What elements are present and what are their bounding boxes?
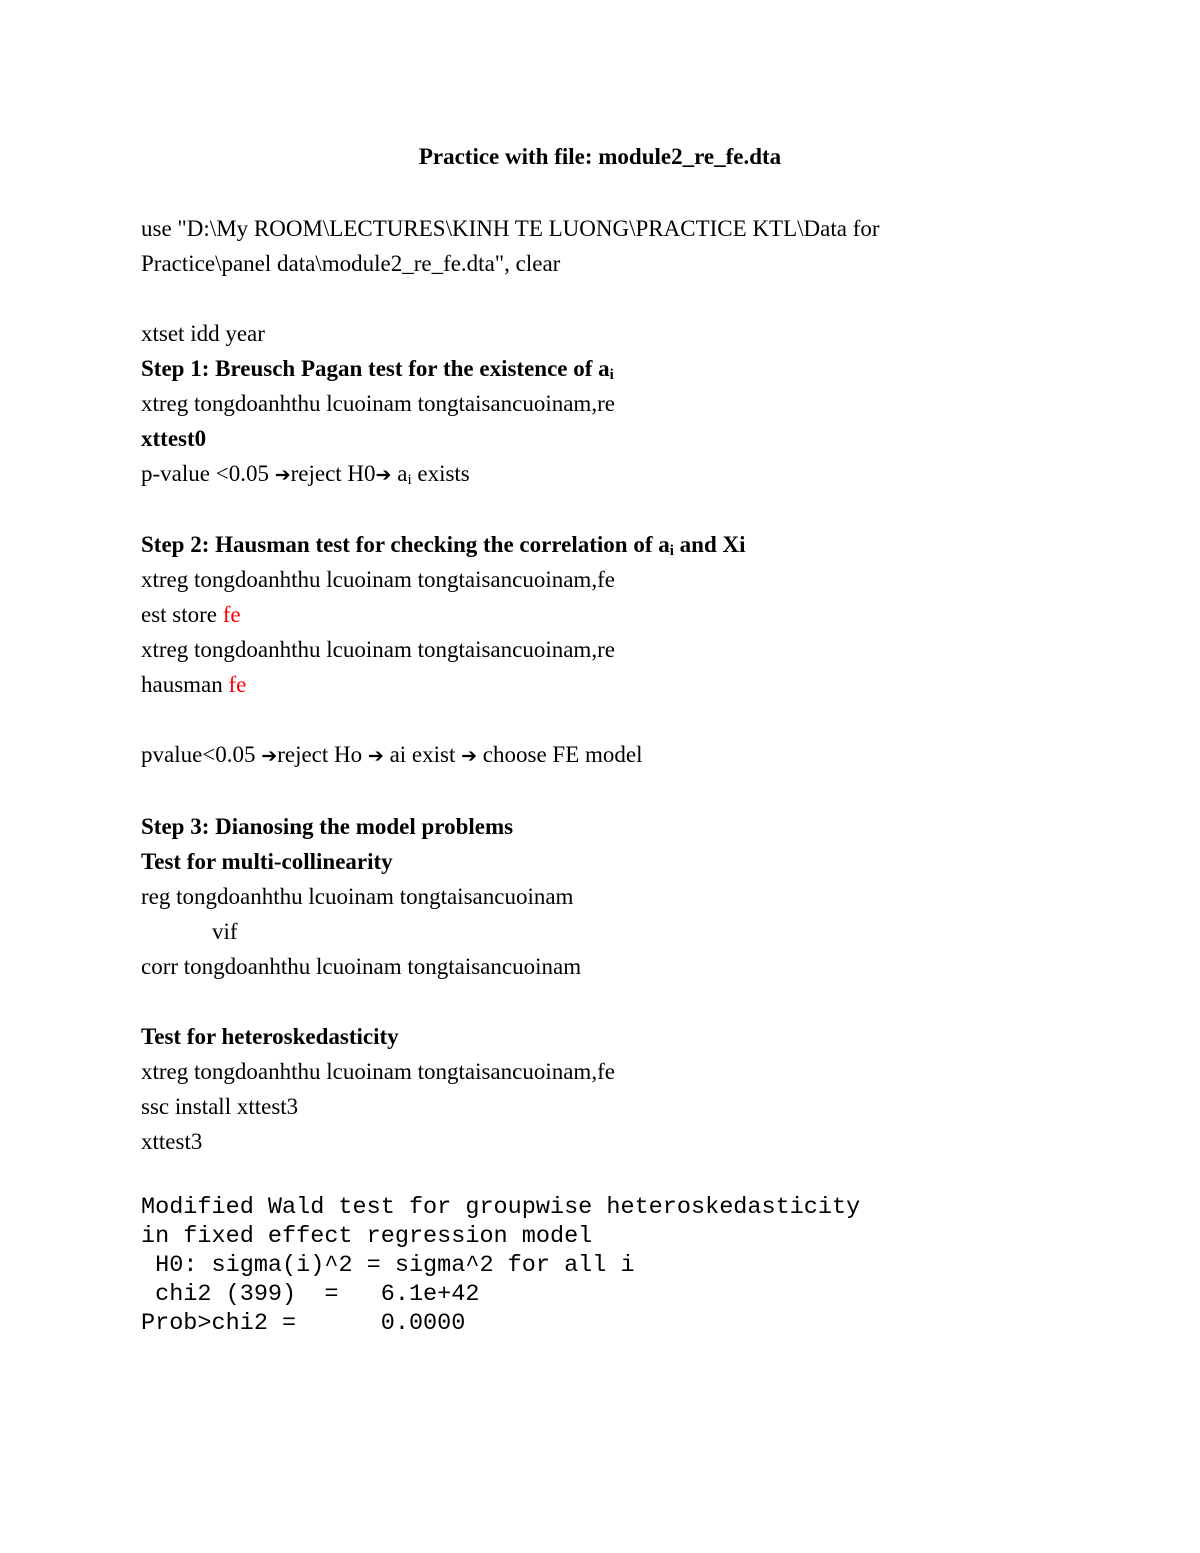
xtset-command: xtset idd year [141, 321, 265, 346]
output-line-4: chi2 (399) = 6.1e+42 [141, 1281, 480, 1308]
spacer [141, 774, 1041, 809]
step1-result [141, 456, 1041, 493]
step2-result [141, 737, 1041, 774]
reg-command: reg tongdoanhthu lcuoinam tongtaisancuoinam [141, 884, 574, 909]
vif-command: vif [212, 919, 238, 944]
step2-heading-subscript: i [669, 543, 674, 559]
step1-heading-subscript: i [609, 367, 614, 383]
output-line-3: H0: sigma(i)^2 = sigma^2 for all i [141, 1252, 635, 1279]
use-command-line-2: Practice\panel data\module2_re_fe.dta", clear [141, 251, 561, 276]
step1-result-subscript: i [407, 472, 412, 488]
step2-hausman-command [141, 667, 1041, 702]
step2-heading-end: and Xi [673, 532, 746, 557]
page-title: Practice with file: module2_re_fe.dta [418, 144, 782, 169]
use-command-line-1: use "D:\My ROOM\LECTURES\KINH TE LUONG\PRACTICE KTL\Data for [141, 216, 880, 241]
spacer [141, 984, 1041, 1019]
step2-result-reject: reject Ho [277, 742, 368, 767]
est-store-name: fe [222, 602, 241, 627]
step1-result-pvalue: p-value <0.05 [141, 461, 275, 486]
step1-heading [141, 351, 1041, 386]
hausman-keyword: hausman [141, 672, 229, 697]
right-arrow-icon: ➔ [274, 464, 291, 486]
est-store-keyword: est store [141, 602, 223, 627]
step1-xtreg-re-command: xtreg tongdoanhthu lcuoinam tongtaisancuoinam,re [141, 391, 615, 416]
output-line-5: Prob>chi2 = 0.0000 [141, 1310, 466, 1337]
stata-output [141, 1193, 1041, 1338]
step3-heading: Step 3: Dianosing the model problems [141, 814, 514, 839]
spacer [141, 702, 1041, 737]
step1-heading-text: Step 1: Breusch Pagan test for the existence of a [141, 356, 610, 381]
right-arrow-icon: ➔ [261, 745, 278, 767]
step2-heading [141, 527, 1041, 562]
heteroskedasticity-heading: Test for heteroskedasticity [141, 1024, 399, 1049]
multicollinearity-heading: Test for multi-collinearity [141, 849, 393, 874]
right-arrow-icon: ➔ [367, 745, 384, 767]
output-line-2: in fixed effect regression model [141, 1223, 593, 1250]
hausman-arg: fe [228, 672, 247, 697]
step2-xtreg-re-command: xtreg tongdoanhthu lcuoinam tongtaisancuoinam,re [141, 637, 615, 662]
step2-result-exist: ai exist [383, 742, 462, 767]
output-line-1: Modified Wald test for groupwise heteroskedasticity [141, 1194, 861, 1221]
right-arrow-icon: ➔ [461, 745, 478, 767]
corr-command: corr tongdoanhthu lcuoinam tongtaisancuoinam [141, 954, 582, 979]
spacer [141, 281, 1041, 316]
step1-result-reject: reject H0 [290, 461, 376, 486]
step1-result-exists: exists [411, 461, 470, 486]
step1-result-a: a [391, 461, 408, 486]
step2-heading-text: Step 2: Hausman test for checking the correlation of a [141, 532, 670, 557]
step1-xttest0-command: xttest0 [141, 426, 207, 451]
ssc-install-command: ssc install xttest3 [141, 1094, 299, 1119]
right-arrow-icon: ➔ [375, 464, 392, 486]
document-body [141, 211, 1041, 1338]
step2-result-pvalue: pvalue<0.05 [141, 742, 262, 767]
spacer [141, 493, 1041, 527]
step2-result-choose: choose FE model [477, 742, 643, 767]
step2-xtreg-fe-command: xtreg tongdoanhthu lcuoinam tongtaisancuoinam,fe [141, 567, 615, 592]
step2-est-store-command [141, 597, 1041, 632]
xttest3-command: xttest3 [141, 1129, 203, 1154]
step3-xtreg-fe-command: xtreg tongdoanhthu lcuoinam tongtaisancuoinam,fe [141, 1059, 615, 1084]
